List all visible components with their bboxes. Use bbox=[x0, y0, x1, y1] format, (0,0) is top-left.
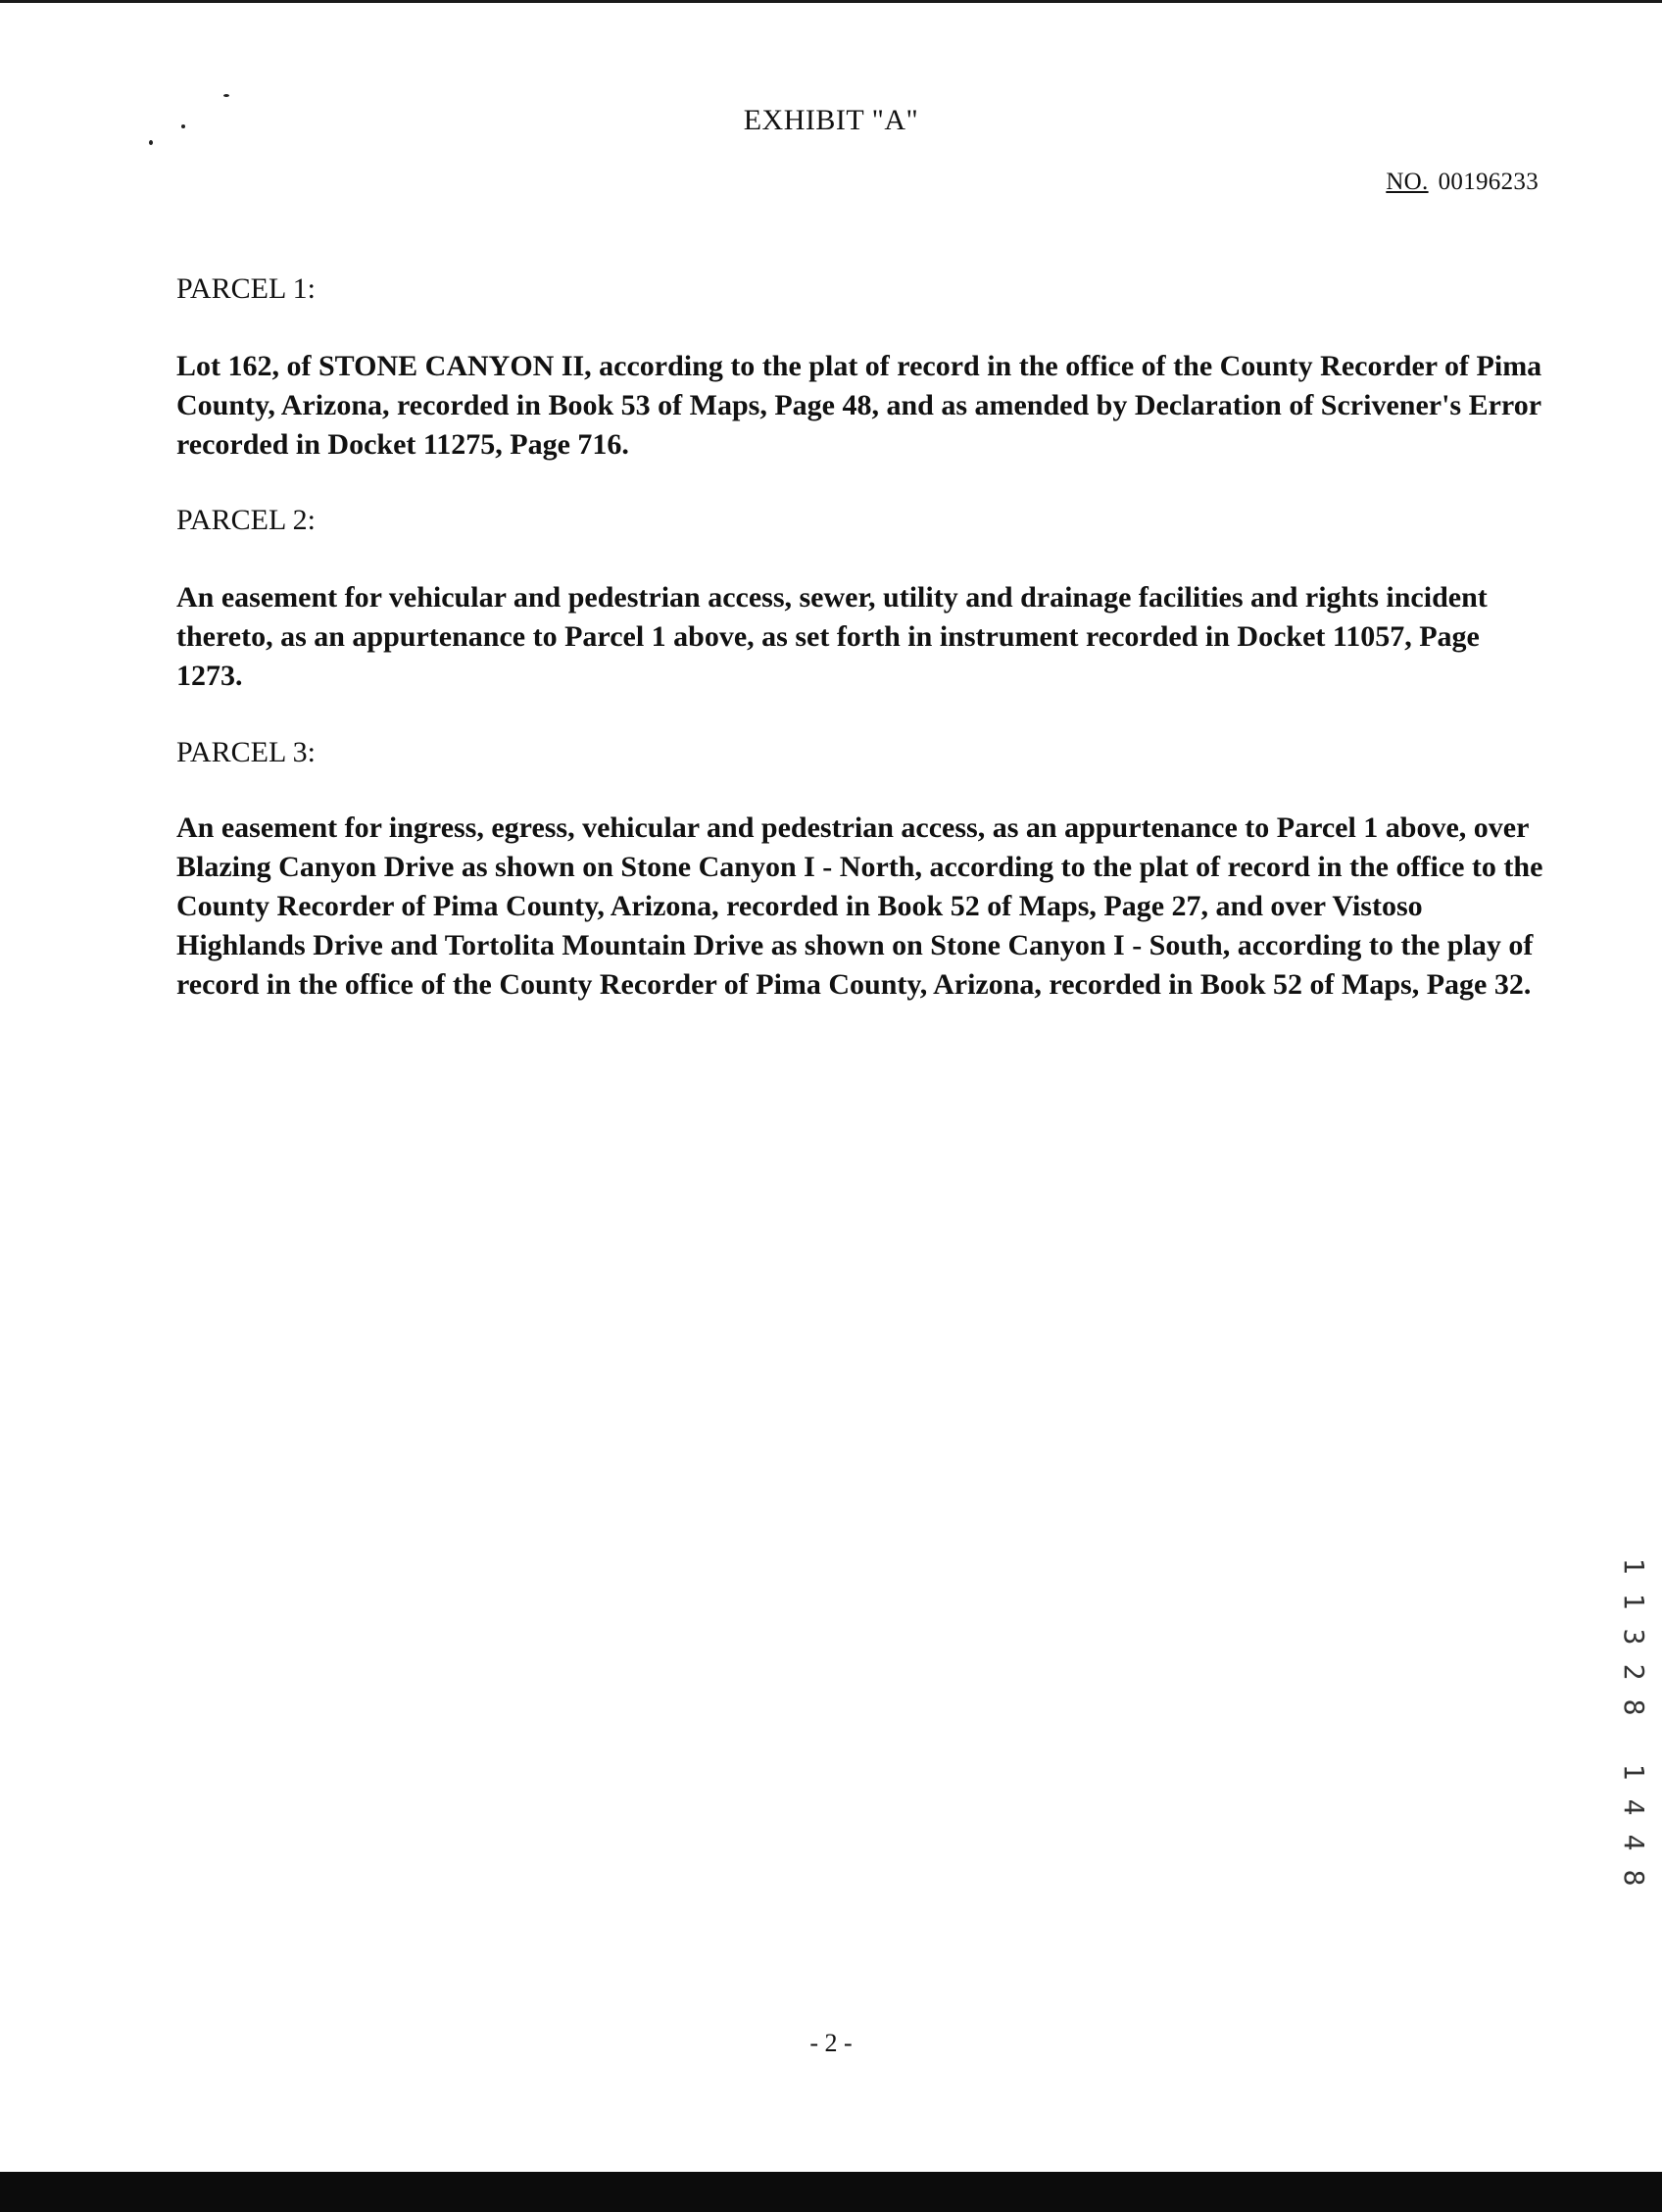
page-digit: 4 bbox=[1618, 1798, 1650, 1816]
page-digit: 4 bbox=[1618, 1834, 1650, 1851]
docket-digit: 1 bbox=[1618, 1557, 1650, 1575]
page-number: - 2 - bbox=[809, 2029, 853, 2057]
scan-top-border bbox=[0, 0, 1662, 3]
document-number-value: 00196233 bbox=[1438, 169, 1539, 195]
parcel-2-heading: PARCEL 2: bbox=[176, 504, 316, 536]
docket-digit: 1 bbox=[1618, 1593, 1650, 1610]
recording-page-stamp bbox=[1619, 1754, 1648, 1895]
parcel-1-description: Lot 162, of STONE CANYON II, according to the plat of record in the office of the County Recorder of Pima County, Arizona, recorded in Book 53 of Maps, Page 48, and as amended by Declaration of Scrivener's Error recorded in Docket 11275, Page 716. bbox=[176, 350, 1542, 461]
recording-docket-stamp bbox=[1619, 1548, 1648, 1725]
docket-digit: 2 bbox=[1618, 1663, 1650, 1681]
scan-speck bbox=[223, 94, 229, 97]
parcel-3-description: An easement for ingress, egress, vehicular and pedestrian access, as an appurtenance to Parcel 1 above, over Blazing Canyon Drive as shown on Stone Canyon I - North, according to the plat of record in the office to the County Recorder of Pima County, Arizona, recorded in Book 52 of Maps, Page 27, and over Vistoso Highlands Drive and Tortolita Mountain Drive as shown on Stone Canyon I - South, according to the play of record in the office of the County Recorder of Pima County, Arizona, recorded in Book 52 of Maps, Page 32. bbox=[176, 811, 1543, 1001]
scan-speck bbox=[149, 140, 153, 145]
document-number bbox=[1386, 169, 1539, 196]
scan-bottom-band bbox=[0, 2172, 1662, 2212]
parcel-2-description: An easement for vehicular and pedestrian access, sewer, utility and drainage facilities and rights incident thereto, as an appurtenance to Parcel 1 above, as set forth in instrument recorded in Docket 11057, Page 1273. bbox=[176, 581, 1488, 692]
page-digit: 1 bbox=[1618, 1763, 1650, 1781]
document-number-label: NO. bbox=[1386, 169, 1429, 195]
docket-digit: 8 bbox=[1618, 1698, 1650, 1716]
exhibit-title: EXHIBIT "A" bbox=[743, 104, 919, 136]
docket-digit: 3 bbox=[1618, 1628, 1650, 1646]
page-digit: 8 bbox=[1618, 1869, 1650, 1887]
parcel-1-heading: PARCEL 1: bbox=[176, 272, 316, 305]
parcel-3-heading: PARCEL 3: bbox=[176, 736, 316, 768]
